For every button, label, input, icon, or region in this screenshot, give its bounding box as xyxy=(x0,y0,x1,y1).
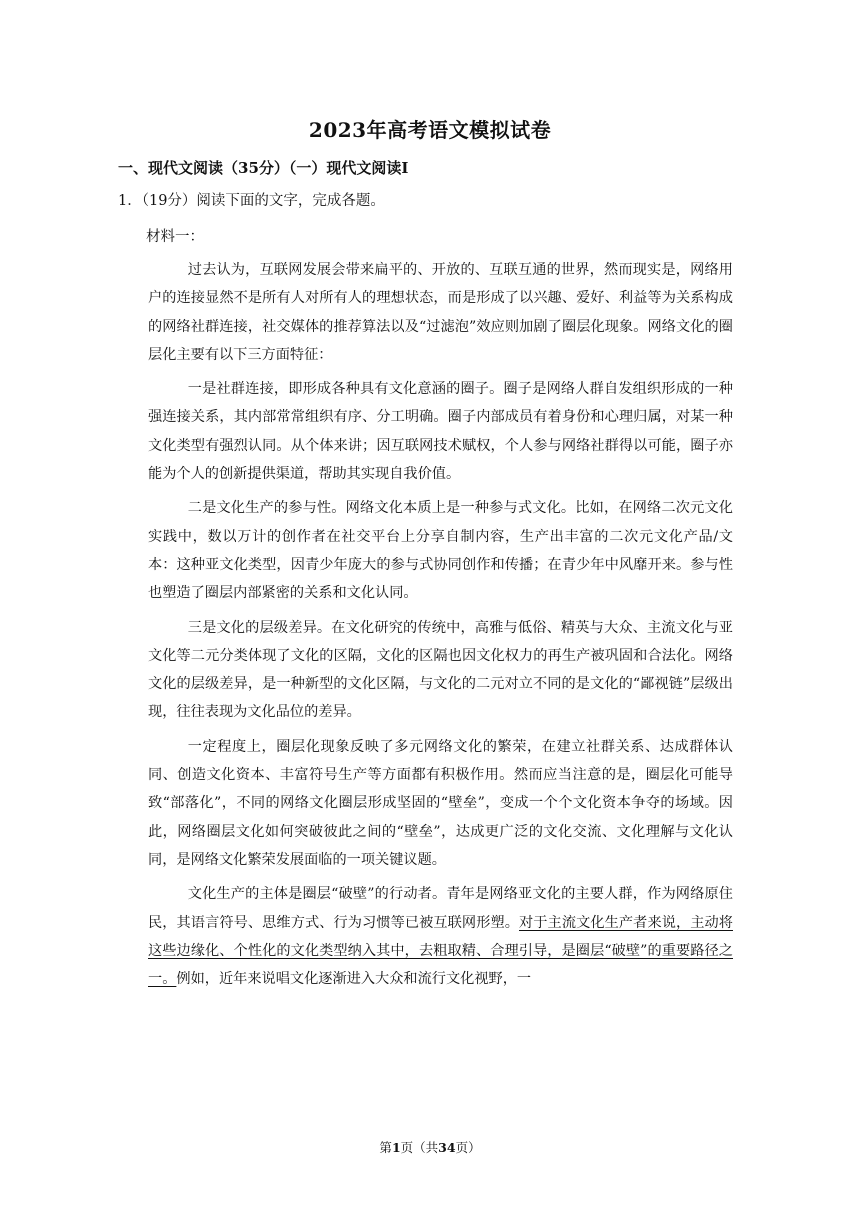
passage-paragraph-6 xyxy=(148,880,733,993)
footer-middle: 页（共 xyxy=(400,1140,439,1155)
footer-page-number: 1 xyxy=(391,1140,401,1155)
page-title: 2023年高考语文模拟试卷 xyxy=(308,118,552,142)
question-prompt: 1．（19分）阅读下面的文字，完成各题。 xyxy=(118,193,385,209)
footer-suffix: 页） xyxy=(455,1140,481,1155)
footer-total-pages: 34 xyxy=(438,1140,456,1155)
passage-paragraph-5: 一定程度上，圈层化现象反映了多元网络文化的繁荣，在建立社群关系、达成群体认同、创造文化资本、丰富符号生产等方面都有积极作用。然而应当注意的是，圈层化可能导致“部落化”，不同的网络文化圈层形成坚固的“壁垒”，变成一个个文化资本争夺的场域。因此，网络圈层文化如何突破彼此之间的“壁垒”，达成更广泛的文化交流、文化理解与文化认同，是网络文化繁荣发展面临的一项关键议题。 xyxy=(148,738,733,868)
paragraph-text-continued: 例如，近年来说唱文化逐渐进入大众和流行文化视野，一 xyxy=(176,971,532,988)
section-heading: 一、现代文阅读（35分）（一）现代文阅读Ⅰ xyxy=(118,159,409,177)
page-footer xyxy=(0,1138,860,1156)
material-label: 材料一： xyxy=(146,229,204,245)
passage-paragraph-2: 一是社群连接，即形成各种具有文化意涵的圈子。圈子是网络人群自发组织形成的一种强连接关系，其内部常常组织有序、分工明确。圈子内部成员有着身份和心理归属，对某一种文化类型有强烈认同。从个体来讲；因互联网技术赋权，个人参与网络社群得以可能，圈子亦能为个人的创新提供渠道，帮助其实现自我价值。 xyxy=(148,381,733,483)
passage-paragraph-4: 三是文化的层级差异。在文化研究的传统中，高雅与低俗、精英与大众、主流文化与亚文化等二元分类体现了文化的区隔，文化的区隔也因文化权力的再生产被巩固和合法化。网络文化的层级差异，是一种新型的文化区隔，与文化的二元对立不同的是文化的“鄙视链”层级出现，往往表现为文化品位的差异。 xyxy=(148,619,733,721)
passage-paragraph-3: 二是文化生产的参与性。网络文化本质上是一种参与式文化。比如，在网络二次元文化实践中，数以万计的创作者在社交平台上分享自制内容，生产出丰富的二次元文化产品/文本：这种亚文化类型，因青少年庞大的参与式协同创作和传播；在青少年中风靡开来。参与性也塑造了圈层内部紧密的关系和文化认同。 xyxy=(148,500,733,602)
passage-paragraph-1: 过去认为，互联网发展会带来扁平的、开放的、互联互通的世界，然而现实是，网络用户的连接显然不是所有人对所有人的理想状态，而是形成了以兴趣、爱好、利益等为关系构成的网络社群连接，社交媒体的推荐算法以及“过滤泡”效应则加剧了圈层化现象。网络文化的圈层化主要有以下三方面特征： xyxy=(148,262,733,363)
underlined-sentence: 对于主流文化生产者来说，主动将这些边缘化、个性化的文化类型纳入其中，去粗取精、合理引导，是圈层“破壁”的重要路径之一。 xyxy=(148,914,733,988)
footer-prefix: 第 xyxy=(379,1140,392,1155)
paragraph-text: 文化生产的主体是圈层“破壁”的行动者。青年是网络亚文化的主要人群，作为网络原住民，其语言符号、思维方式、行为习惯等已被互联网形塑。 xyxy=(148,886,733,931)
passage-body xyxy=(148,256,733,999)
